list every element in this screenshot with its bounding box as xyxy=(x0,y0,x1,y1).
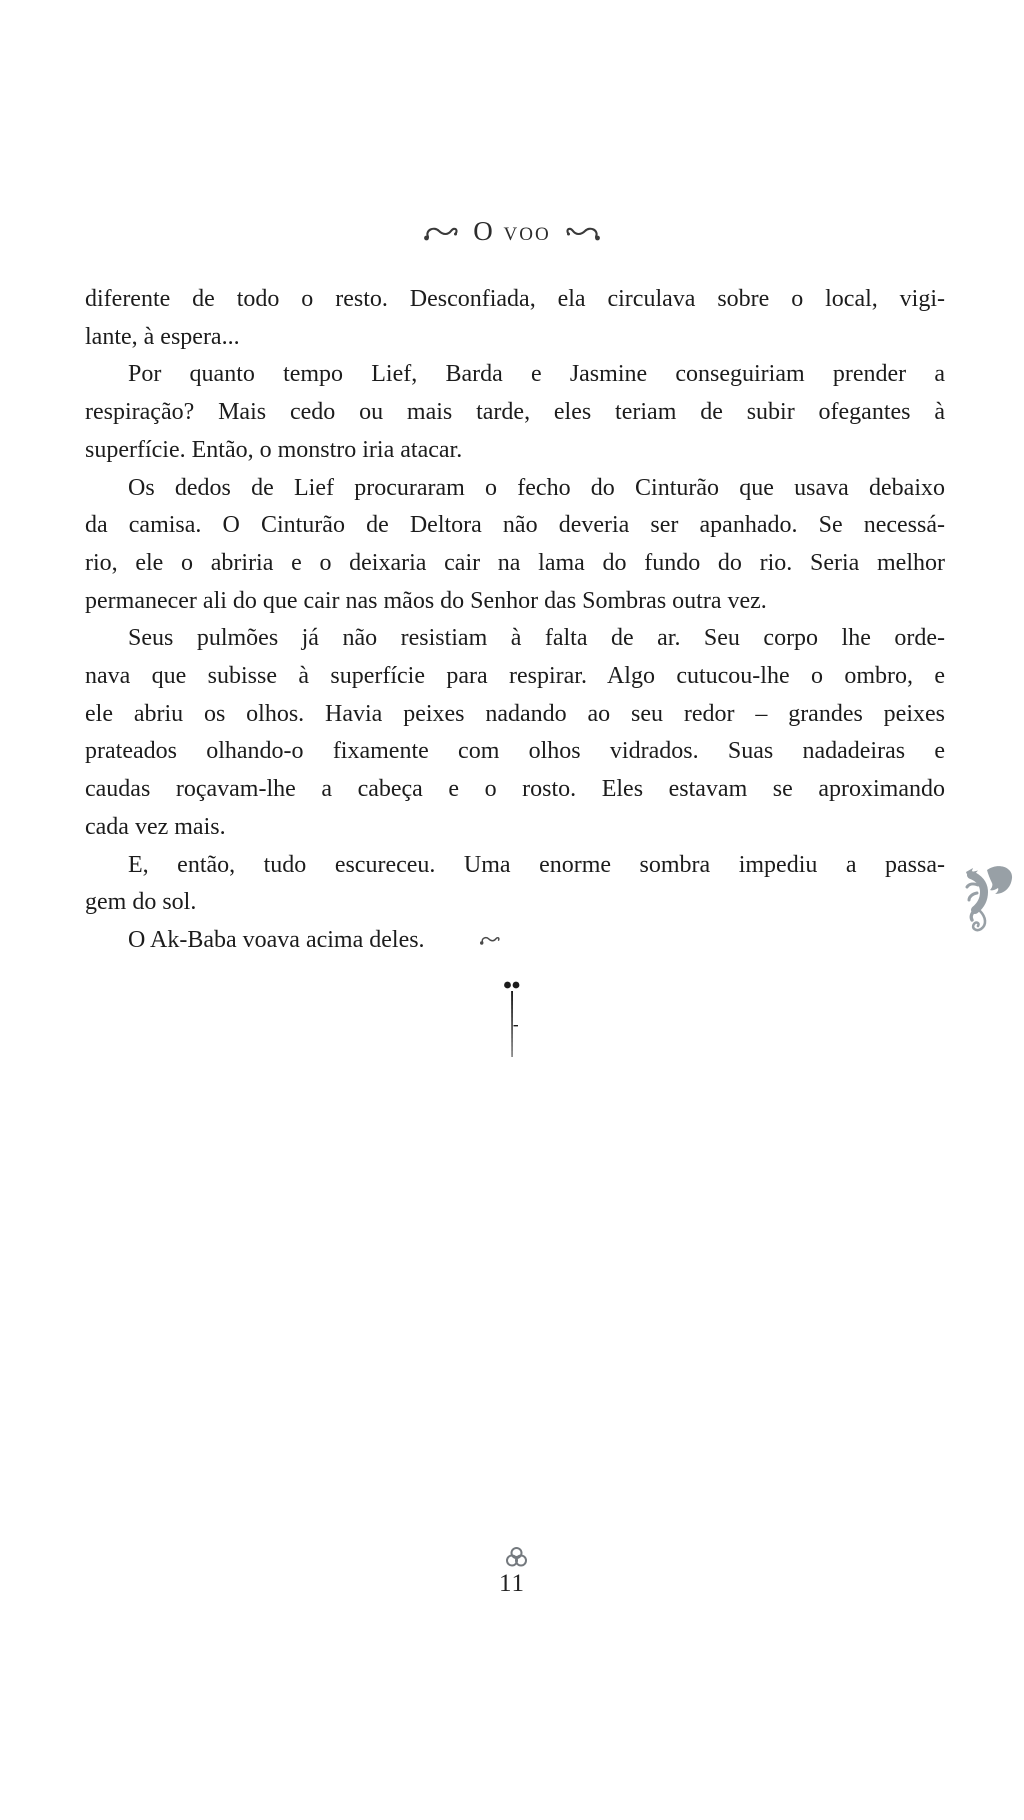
text-line: respiração? Mais cedo ou mais tarde, eles teriam de subir ofegantes à xyxy=(85,399,945,426)
text-line: E, então, tudo escureceu. Uma enorme sombra impediu a passa- xyxy=(128,851,945,878)
text-line: da camisa. O Cinturão de Deltora não deveria ser apanhado. Se necessá- xyxy=(85,512,945,539)
knot-icon xyxy=(504,1545,529,1570)
text-line: Por quanto tempo Lief, Barda e Jasmine conseguiriam prender a xyxy=(128,361,945,388)
text-line: Seus pulmões já não resistiam à falta de ar. Seu corpo lhe orde- xyxy=(128,625,945,652)
chapter-title: O voo xyxy=(473,216,551,246)
needle-pin-icon xyxy=(499,977,525,1065)
end-flourish-icon xyxy=(478,931,502,947)
flourish-left-icon xyxy=(422,217,460,245)
flourish-right-icon xyxy=(564,217,602,245)
text-line: gem do sol. xyxy=(85,889,197,916)
text-line: Os dedos de Lief procuraram o fecho do Cinturão que usava debaixo xyxy=(128,474,945,501)
text-line: caudas roçavam-lhe a cabeça e o rosto. Eles estavam se aproximando xyxy=(85,776,945,803)
text-line: rio, ele o abriria e o deixaria cair na lama do fundo do rio. Seria melhor xyxy=(85,549,945,576)
body-text xyxy=(85,281,945,960)
text-line: ele abriu os olhos. Havia peixes nadando ao seu redor – grandes peixes xyxy=(85,700,945,727)
text-line: permanecer ali do que cair nas mãos do Senhor das Sombras outra vez. xyxy=(85,587,767,614)
text-line: nava que subisse à superfície para respirar. Algo cutucou-lhe o ombro, e xyxy=(85,663,945,690)
dragon-icon xyxy=(954,863,1018,937)
text-line: cada vez mais. xyxy=(85,813,226,840)
text-line: diferente de todo o resto. Desconfiada, ela circulava sobre o local, vigi- xyxy=(85,286,945,312)
end-flourish xyxy=(435,922,502,960)
chapter-header xyxy=(0,216,1024,246)
text-line: prateados olhando-o fixamente com olhos vidrados. Suas nadadeiras e xyxy=(85,738,945,765)
text-line: O Ak-Baba voava acima deles. xyxy=(85,922,945,960)
page-number: 11 xyxy=(498,1570,526,1597)
text-line: superfície. Então, o monstro iria atacar. xyxy=(85,436,463,463)
text-line: lante, à espera... xyxy=(85,323,240,350)
